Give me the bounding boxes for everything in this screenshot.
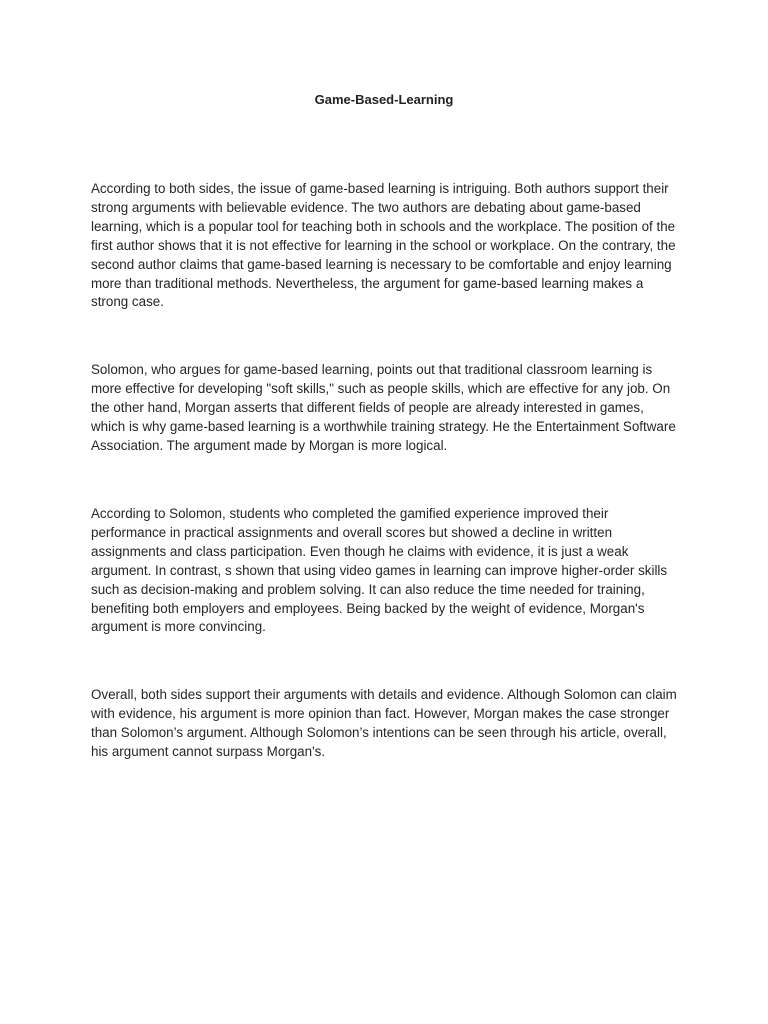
- paragraph-introduction: According to both sides, the issue of game-based learning is intriguing. Both authors support their strong arguments with believable evidence. The two authors are debating about game-based learning, which is a popular tool for teaching both in schools and the workplace. The position of the first author shows that it is not effective for learning in the school or workplace. On the contrary, the second author claims that game-based learning is necessary to be comfortable and enjoy learning more than traditional methods. Nevertheless, the argument for game-based learning makes a strong case.: [91, 181, 676, 310]
- paragraph-evidence: According to Solomon, students who completed the gamified experience improved their performance in practical assignments and overall scores but showed a decline in written assignments and class participation. Even though he claims with evidence, it is just a weak argument. In contrast, s shown that using video games in learning can improve higher-order skills such as decision-making and problem solving. It can also reduce the time needed for training, benefiting both employers and employees. Being backed by the weight of evidence, Morgan's argument is more convincing.: [91, 506, 668, 635]
- paragraph-solomon-vs-morgan: Solomon, who argues for game-based learning, points out that traditional classroom learning is more effective for developing "soft skills," such as people skills, which are effective for any job. On the other hand, Morgan asserts that different fields of people are already interested in games, which is why game-based learning is a worthwhile training strategy. He the Entertainment Software Association. The argument made by Morgan is more logical.: [91, 362, 676, 453]
- document-title: Game-Based-Learning: [314, 92, 454, 107]
- paragraph-conclusion: Overall, both sides support their arguments with details and evidence. Although Solomon can claim with evidence, his argument is more opinion than fact. However, Morgan makes the case stronger than Solomon’s argument. Although Solomon’s intentions can be seen through his article, overall, his argument cannot surpass Morgan's.: [91, 687, 677, 759]
